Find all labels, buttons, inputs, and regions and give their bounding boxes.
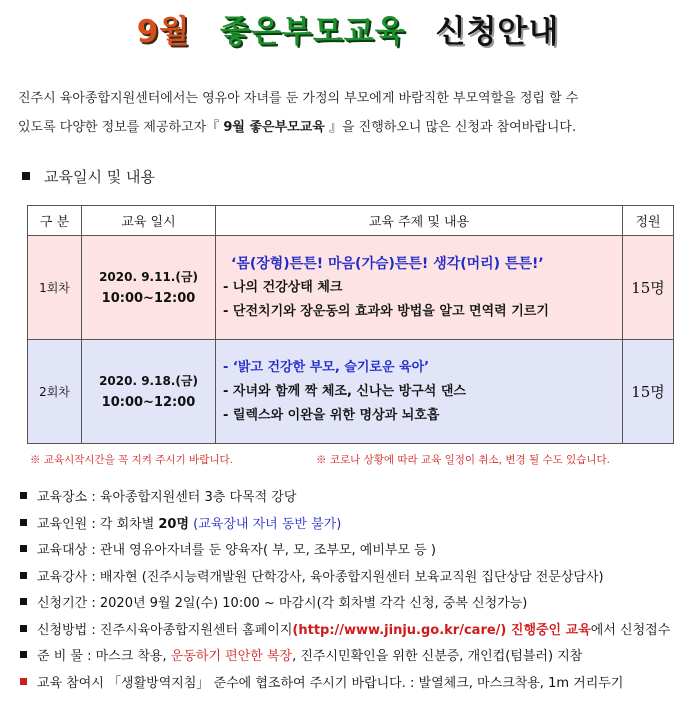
- title-notice: 신청안내: [435, 14, 560, 50]
- note-start-time: ※ 교육시작시간을 꼭 지켜 주시기 바랍니다.: [30, 454, 233, 466]
- square-bullet-icon: [20, 625, 27, 632]
- header-datetime: 교육 일시: [82, 206, 216, 236]
- topic-title: ‘몸(장형)튼튼! 마음(가슴)튼튼! 생각(머리) 튼튼!’: [231, 255, 544, 272]
- list-item-period: [20, 592, 696, 619]
- square-bullet-icon: [20, 678, 27, 685]
- warning-text: 교육 참여시 「생활방역지침」 준수에 협조하여 주시기 바랍니다. : 발열체크, 마스크착용, 1m 거리두기: [37, 675, 624, 691]
- intro-program-name: 9월 좋은부모교육: [223, 120, 325, 135]
- table-header-row: [28, 206, 674, 236]
- count-prefix: 각 회차별: [99, 516, 159, 532]
- square-bullet-icon: [22, 172, 30, 180]
- list-item-warning: [20, 672, 696, 699]
- topic-item: - 릴렉스와 이완을 위한 명상과 뇌호흡: [223, 407, 440, 423]
- session-cell: 2회차: [28, 340, 82, 444]
- intro-paragraph: [18, 84, 682, 142]
- title-month: 9월: [136, 14, 191, 50]
- period-value: 2020년 9월 2일(수) 10:00 ~ 마감시(각 회차별 각각 신청, 중복 신청가능): [99, 596, 528, 611]
- intro-line-2-before: 있도록 다양한 정보를 제공하고자『: [18, 120, 224, 135]
- prep-mask: 마스크 착용,: [95, 649, 171, 664]
- count-number: 20명: [158, 516, 190, 532]
- place-value: 육아종합지원센터 3층 다목적 강당: [99, 490, 297, 505]
- list-item-place: [20, 486, 696, 513]
- method-prefix: 진주시육아종합지원센터 홈페이지: [99, 622, 293, 638]
- info-list: [20, 486, 696, 698]
- method-suffix: 에서 신청접수: [590, 622, 671, 638]
- topic-title: - ‘밝고 건강한 부모, 슬기로운 육아’: [223, 359, 430, 375]
- count-note: (교육장내 자녀 동반 불가): [189, 516, 342, 532]
- header-session: 구 분: [28, 206, 82, 236]
- topic-item: - 자녀와 함께 짝 체조, 신나는 방구석 댄스: [223, 383, 466, 399]
- method-label: 신청방법 :: [37, 622, 100, 638]
- schedule-table: [27, 205, 674, 444]
- datetime-cell: [82, 236, 216, 340]
- list-item-count: [20, 513, 696, 540]
- capacity-cell: 15명: [623, 236, 674, 340]
- list-item-method: [20, 619, 696, 646]
- prep-clothes: 운동하기 편안한 복장: [170, 649, 293, 664]
- topic-cell: [216, 236, 623, 340]
- intro-line-1: 진주시 육아종합지원센터에서는 영유아 자녀를 둔 가정의 부모에게 바람직한 부모역할을 정립 할 수: [18, 91, 579, 106]
- list-item-prep: [20, 645, 696, 672]
- prep-rest: , 진주시민확인을 위한 신분증, 개인컵(텀블러) 지참: [292, 649, 583, 664]
- session-date: 2020. 9.18.(금): [99, 373, 198, 388]
- section-heading-text: 교육일시 및 내용: [44, 168, 155, 186]
- session-time: 10:00~12:00: [101, 290, 196, 306]
- list-item-target: [20, 539, 696, 566]
- square-bullet-icon: [20, 572, 27, 579]
- intro-line-2: [18, 113, 682, 142]
- datetime-cell: [82, 340, 216, 444]
- topic-item: - 단전치기와 장운동의 효과와 방법을 알고 면역력 기르기: [223, 303, 549, 319]
- lecturer-label: 교육강사 :: [37, 569, 100, 585]
- table-row: [28, 236, 674, 340]
- page-title: [0, 6, 696, 51]
- square-bullet-icon: [20, 598, 27, 605]
- topic-cell: [216, 340, 623, 444]
- square-bullet-icon: [20, 492, 27, 499]
- square-bullet-icon: [20, 651, 27, 658]
- capacity-cell: 15명: [623, 340, 674, 444]
- list-item-lecturer: [20, 566, 696, 593]
- intro-line-2-after: 』을 진행하오니 많은 신청과 참여바랍니다.: [324, 120, 577, 135]
- square-bullet-icon: [20, 519, 27, 526]
- header-capacity: 정원: [623, 206, 674, 236]
- topic-item: - 나의 건강상태 체크: [223, 279, 343, 295]
- table-row: [28, 340, 674, 444]
- target-label: 교육대상 :: [37, 543, 100, 558]
- place-label: 교육장소 :: [37, 490, 100, 505]
- count-label: 교육인원 :: [37, 516, 100, 532]
- square-bullet-icon: [20, 545, 27, 552]
- lecturer-value: 배자현 (진주시능력개발원 단학강사, 육아종합지원센터 보육교직원 집단상담 전문상담사): [99, 569, 604, 585]
- note-covid-change: ※ 코로나 상황에 따라 교육 일정이 취소, 변경 될 수도 있습니다.: [316, 454, 610, 466]
- notes-line: [30, 452, 680, 467]
- method-link[interactable]: (http://www.jinju.go.kr/care/) 진행중인 교육: [292, 622, 591, 638]
- target-value: 관내 영유아자녀를 둔 양육자( 부, 모, 조부모, 예비부모 등 ): [99, 543, 436, 558]
- session-cell: 1회차: [28, 236, 82, 340]
- session-date: 2020. 9.11.(금): [99, 269, 198, 284]
- section-heading: [22, 166, 155, 187]
- title-program: 좋은부모교육: [220, 14, 406, 50]
- header-topic: 교육 주제 및 내용: [216, 206, 623, 236]
- prep-label: 준 비 물 :: [37, 649, 96, 664]
- period-label: 신청기간 :: [37, 596, 100, 611]
- session-time: 10:00~12:00: [101, 394, 196, 410]
